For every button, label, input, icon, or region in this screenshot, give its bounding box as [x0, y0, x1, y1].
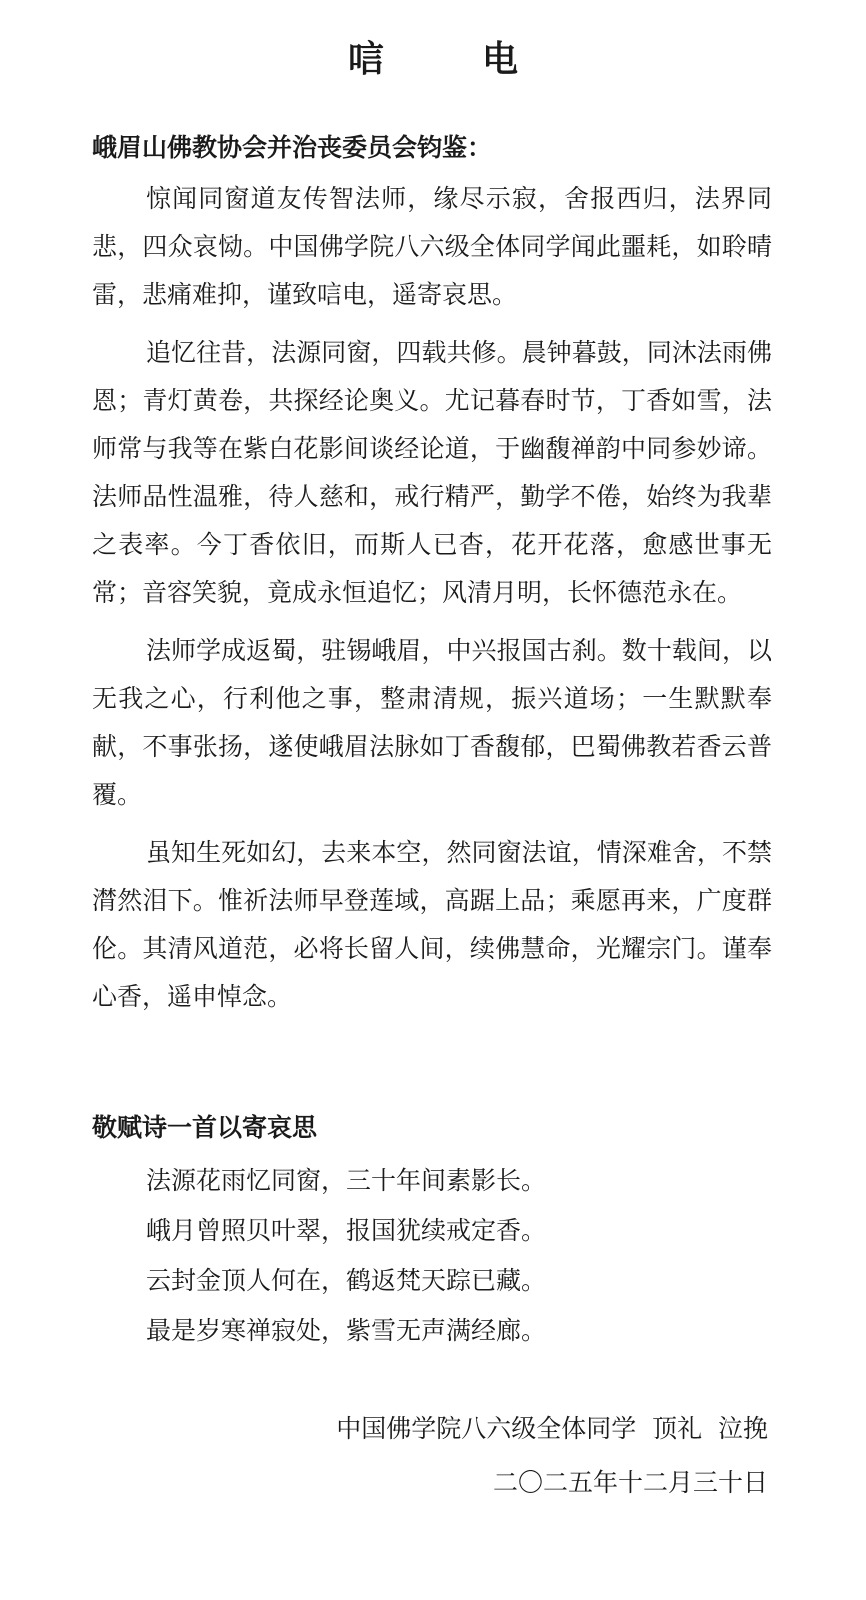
poem-line-1: 法源花雨忆同窗，三十年间素影长。 — [146, 1166, 547, 1195]
poem-heading: 敬赋诗一首以寄哀思 — [92, 1113, 318, 1142]
poem-line-4: 最是岁寒禅寂处，紫雪无声满经廊。 — [146, 1316, 547, 1345]
salutation: 峨眉山佛教协会并治丧委员会钧鉴： — [92, 133, 493, 162]
paragraph-4: 虽知生死如幻，去来本空，然同窗法谊，情深难舍，不禁潸然泪下。惟祈法师早登莲域，高踞上品；乘愿再来，广度群伦。其清风道范，必将长留人间，续佛慧命，光耀宗门。谨奉心香，遥申悼念。 — [92, 838, 772, 1011]
signature-block — [336, 1402, 768, 1510]
title-char-1: 唁 — [347, 39, 384, 80]
poem-line-3: 云封金顶人何在，鹤返梵天踪已藏。 — [146, 1266, 547, 1295]
document-title — [0, 34, 866, 86]
signature-sender: 中国佛学院八六级全体同学 顶礼 泣挽 — [336, 1414, 768, 1443]
paragraph-2: 追忆往昔，法源同窗，四载共修。晨钟暮鼓，同沐法雨佛恩；青灯黄卷，共探经论奥义。尤记暮春时节，丁香如雪，法师常与我等在紫白花影间谈经论道，于幽馥禅韵中同参妙谛。法师品性温雅，待人慈和，戒行精严，勤学不倦，始终为我辈之表率。今丁香依旧，而斯人已杳，花开花落，愈感世事无常；音容笑貌，竟成永恒追忆；风清月明，长怀德范永在。 — [92, 338, 772, 607]
signature-date: 二〇二五年十二月三十日 — [492, 1468, 768, 1497]
body-text — [92, 175, 772, 1031]
poem — [146, 1156, 546, 1356]
paragraph-1: 惊闻同窗道友传智法师，缘尽示寂，舍报西归，法界同悲，四众哀恸。中国佛学院八六级全体同学闻此噩耗，如聆晴雷，悲痛难抑，谨致唁电，遥寄哀思。 — [92, 184, 772, 309]
paragraph-3: 法师学成返蜀，驻锡峨眉，中兴报国古刹。数十载间，以无我之心，行利他之事，整肃清规，振兴道场；一生默默奉献，不事张扬，遂使峨眉法脉如丁香馥郁，巴蜀佛教若香云普覆。 — [92, 636, 772, 809]
poem-line-2: 峨月曾照贝叶翠，报国犹续戒定香。 — [146, 1216, 547, 1245]
title-char-2: 电 — [482, 39, 519, 80]
